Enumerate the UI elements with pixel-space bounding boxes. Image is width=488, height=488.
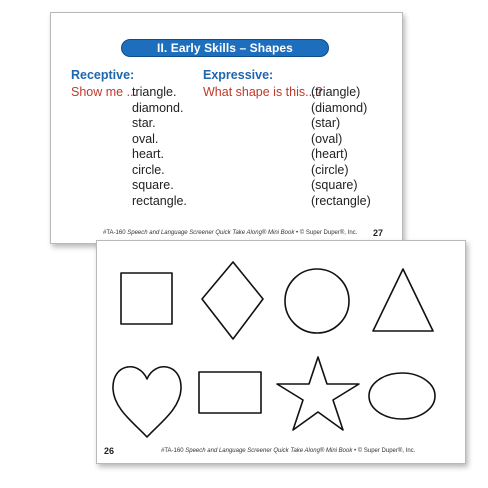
list-item: (circle) [311, 162, 349, 177]
list-item: (star) [311, 116, 341, 130]
expressive-list [311, 85, 371, 209]
receptive-prompt: Show me ... [71, 85, 137, 99]
footer-title: Speech and Language Screener Quick Take Along® Mini Book [185, 448, 353, 454]
section-title: II. Early Skills – Shapes [121, 39, 329, 57]
expressive-heading: Expressive: [203, 68, 274, 82]
card-page-27 [50, 12, 403, 244]
triangle-shape [373, 269, 433, 331]
list-item: (triangle) [311, 85, 361, 99]
oval-shape [369, 373, 435, 419]
list-item: triangle. [132, 85, 177, 99]
expressive-prompt: What shape is this...? [203, 85, 323, 99]
receptive-list [132, 85, 187, 209]
footer-copyright: • © Super Duper®, Inc. [296, 230, 358, 236]
square-shape [121, 273, 172, 324]
list-item: rectangle. [132, 193, 187, 208]
rectangle-shape [199, 372, 261, 413]
circle-shape [285, 269, 349, 333]
receptive-heading: Receptive: [71, 68, 135, 82]
page-footer [103, 230, 357, 236]
list-item: (oval) [311, 131, 343, 146]
list-item: (diamond) [311, 100, 368, 115]
list-item: oval. [132, 131, 159, 146]
star-shape [277, 357, 359, 430]
list-item: square. [132, 178, 174, 192]
shapes-illustration [97, 241, 465, 463]
list-item: circle. [132, 162, 165, 177]
list-item: heart. [132, 147, 164, 161]
list-item: (heart) [311, 147, 348, 161]
heart-shape [113, 367, 181, 437]
footer-copyright: • © Super Duper®, Inc. [354, 448, 416, 454]
list-item: (rectangle) [311, 193, 371, 208]
card-page-26 [96, 240, 466, 464]
list-item: (square) [311, 178, 358, 192]
footer-title: Speech and Language Screener Quick Take Along® Mini Book [127, 230, 295, 236]
page-footer [161, 448, 415, 454]
list-item: diamond. [132, 100, 184, 115]
footer-code: #TA-160 [103, 230, 126, 236]
footer-code: #TA-160 [161, 448, 184, 454]
diamond-shape [202, 262, 263, 339]
page-number: 26 [104, 446, 115, 456]
list-item: star. [132, 116, 156, 130]
page-number: 27 [373, 228, 384, 238]
